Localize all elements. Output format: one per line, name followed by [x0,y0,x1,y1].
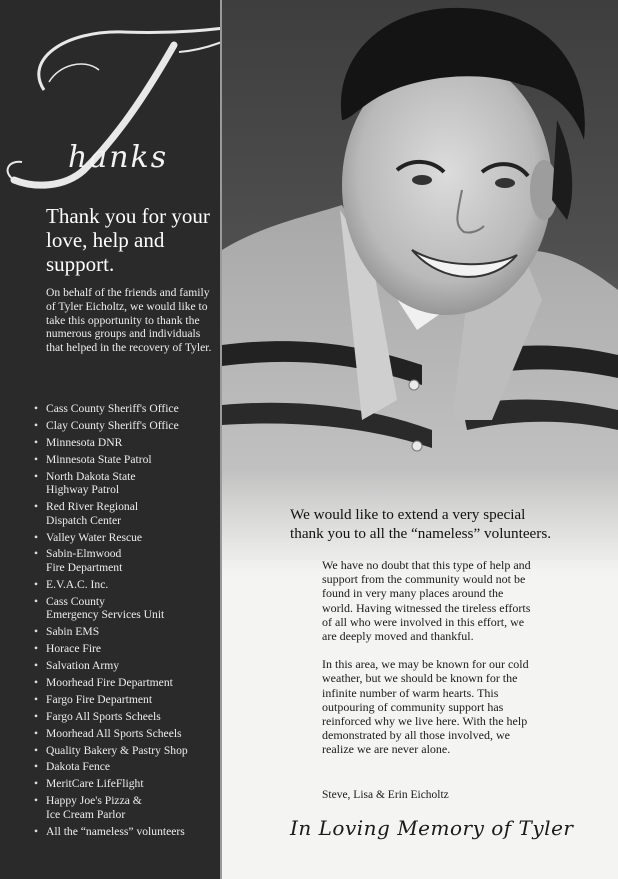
organization-item-line: • Happy Joe's Pizza & [46,794,142,808]
organization-item [34,659,218,673]
special-heading-line-2: thank you to all the “nameless” volunteers. [290,525,552,542]
thanks-title: hanks [68,140,169,175]
organization-item-line: • Cass County Sheriff's Office [46,402,179,415]
organization-item [34,436,218,450]
organization-list [34,402,218,842]
organization-item-line: • Salvation Army [46,659,120,673]
organization-item-line: Ice Cream Parlor [46,807,126,821]
organization-item-line: • Fargo Fire Department [46,692,153,706]
organization-item-line: • Minnesota State Patrol [46,452,152,466]
organization-item-line: • Moorhead Fire Department [46,675,173,689]
organization-item-line: • Moorhead All Sports Scheels [46,726,182,740]
intro-body: On behalf of the friends and family of Tyler Eicholtz, we would like to take this opportunity to thank the numerous groups and individuals that helped in the recovery of Tyler. [46,286,212,355]
organization-item [34,825,218,839]
organization-item [34,693,218,707]
organization-item-line: Fire Department [46,561,123,575]
organization-item [34,419,218,433]
organization-item [34,710,218,724]
organization-item-line: • Horace Fire [46,642,102,656]
organization-item [34,625,218,639]
organization-item-line: • MeritCare LifeFlight [46,777,144,791]
signature: Steve, Lisa & Erin Eicholtz [322,789,449,801]
organization-item-line: • Valley Water Rescue [46,530,143,544]
organization-item-line: • E.V.A.C. Inc. [46,577,109,591]
organization-item [34,547,218,574]
message-body [322,558,537,771]
title-initial [150,40,156,51]
organization-item-line: • Cass County [46,594,105,608]
message-paragraph-1: We have no doubt that this type of help and support from the community would not be found in very many places around the world. Having witnessed the tireless efforts of all who were involved in this effort, we are deeply moved and thankful. [322,558,531,644]
organization-item-line: • Minnesota DNR [46,435,123,449]
organization-item-line: • Red River Regional [46,500,139,514]
special-heading-line-1: We would like to extend a very special [290,506,526,523]
organization-item [34,500,218,527]
organization-item [34,676,218,690]
organization-item-line: • Sabin-Elmwood [46,547,122,561]
organization-item-line: • Quality Bakery & Pastry Shop [46,743,188,757]
organization-item [34,595,218,622]
organization-item-line: • Sabin EMS [46,625,100,639]
organization-item [34,470,218,497]
organization-item [34,794,218,821]
message-paragraph-2: In this area, we may be known for our cold weather, but we should be known for the infinite number of warm hearts. This outpouring of community support has reinforced why we live here. With the help demonstrated by all those involved, we realize we are never alone. [322,657,529,757]
special-thanks-heading [290,505,590,543]
organization-item [34,578,218,592]
organization-item [34,727,218,741]
organization-item [34,760,218,774]
organization-item [34,642,218,656]
organization-item-line: • North Dakota State [46,469,136,483]
organization-item [34,453,218,467]
organization-item-line: • All the “nameless” volunteers [46,824,185,838]
organization-item [34,744,218,758]
intro-heading: Thank you for your love, help and support. [46,204,210,276]
organization-item-line: Dispatch Center [46,513,122,527]
organization-item-line: • Dakota Fence [46,760,111,774]
organization-item [34,777,218,791]
organization-item [34,531,218,545]
organization-item [34,402,218,416]
sidebar-panel [0,0,220,879]
organization-item-line: Highway Patrol [46,483,120,497]
organization-item-line: • Fargo All Sports Scheels [46,709,161,723]
memorial-line: In Loving Memory of Tyler [290,816,574,840]
organization-item-line: • Clay County Sheriff's Office [46,418,179,432]
organization-item-line: Emergency Services Unit [46,608,165,622]
